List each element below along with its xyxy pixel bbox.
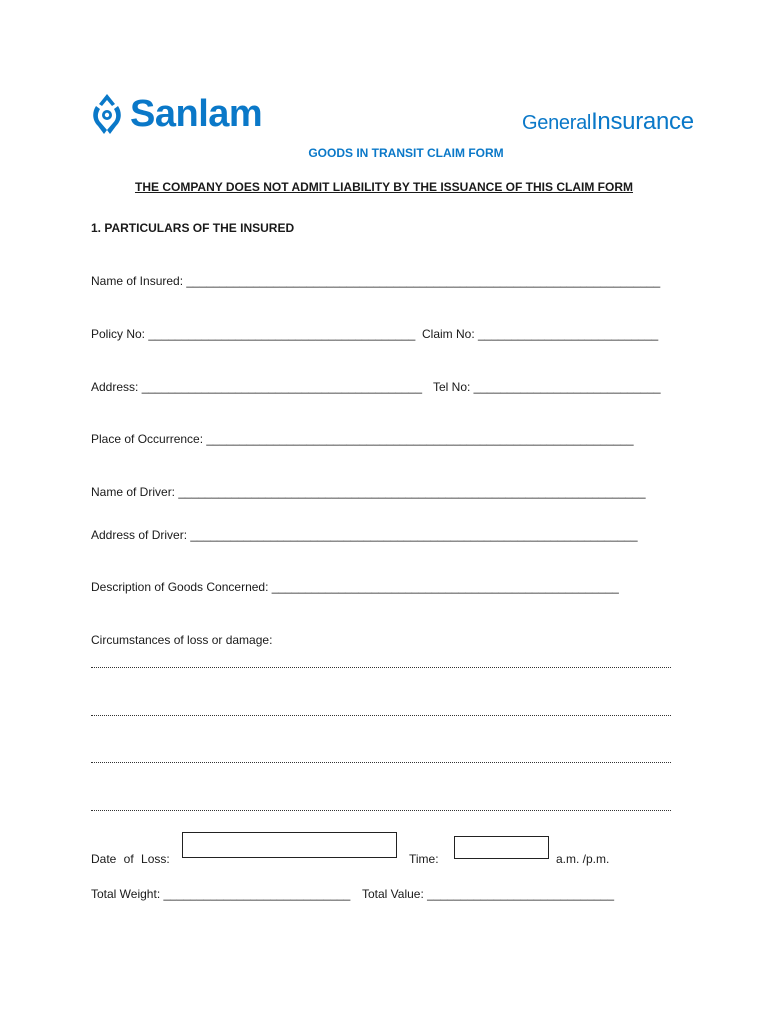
ampm-label: a.m. /p.m. xyxy=(556,852,610,866)
sanlam-flame-icon xyxy=(90,92,124,136)
time-box[interactable] xyxy=(454,836,549,859)
division-part1: General xyxy=(522,112,592,134)
section-1-title: 1. PARTICULARS OF THE INSURED xyxy=(91,221,295,235)
time-label: Time: xyxy=(409,852,439,866)
sanlam-logo xyxy=(90,92,262,136)
description-of-goods-field[interactable]: Description of Goods Concerned: ____________________________________________________ xyxy=(91,580,619,594)
circumstances-label: Circumstances of loss or damage: xyxy=(91,633,273,647)
policy-no-field[interactable]: Policy No: ________________________________________ xyxy=(91,327,416,341)
circumstances-line-1[interactable] xyxy=(91,667,671,668)
name-of-driver-field[interactable]: Name of Driver: ______________________________________________________________________ xyxy=(91,485,646,499)
address-field[interactable]: Address: __________________________________________ xyxy=(91,380,422,394)
place-of-occurrence-field[interactable]: Place of Occurrence: ________________________________________________________________ xyxy=(91,432,634,446)
circumstances-line-2[interactable] xyxy=(91,715,671,716)
brand-name: Sanlam xyxy=(130,93,263,135)
tel-no-field[interactable]: Tel No: ____________________________ xyxy=(433,380,661,394)
total-weight-field[interactable]: Total Weight: ____________________________ xyxy=(91,887,351,901)
date-of-loss-label: Date of Loss: xyxy=(91,852,170,866)
disclaimer: THE COMPANY DOES NOT ADMIT LIABILITY BY THE ISSUANCE OF THIS CLAIM FORM xyxy=(134,180,633,194)
general-insurance-logo xyxy=(522,108,694,136)
total-value-field[interactable]: Total Value: ____________________________ xyxy=(362,887,615,901)
claim-no-field[interactable]: Claim No: ___________________________ xyxy=(422,327,659,341)
form-title: GOODS IN TRANSIT CLAIM FORM xyxy=(308,146,504,160)
address-of-driver-field[interactable]: Address of Driver: ___________________________________________________________________ xyxy=(91,528,638,542)
name-of-insured-field[interactable]: Name of Insured: _______________________________________________________________________ xyxy=(91,274,661,288)
division-part2: Insurance xyxy=(591,108,694,135)
circumstances-line-3[interactable] xyxy=(91,762,671,763)
date-of-loss-box[interactable] xyxy=(182,832,397,858)
circumstances-line-4[interactable] xyxy=(91,810,671,811)
